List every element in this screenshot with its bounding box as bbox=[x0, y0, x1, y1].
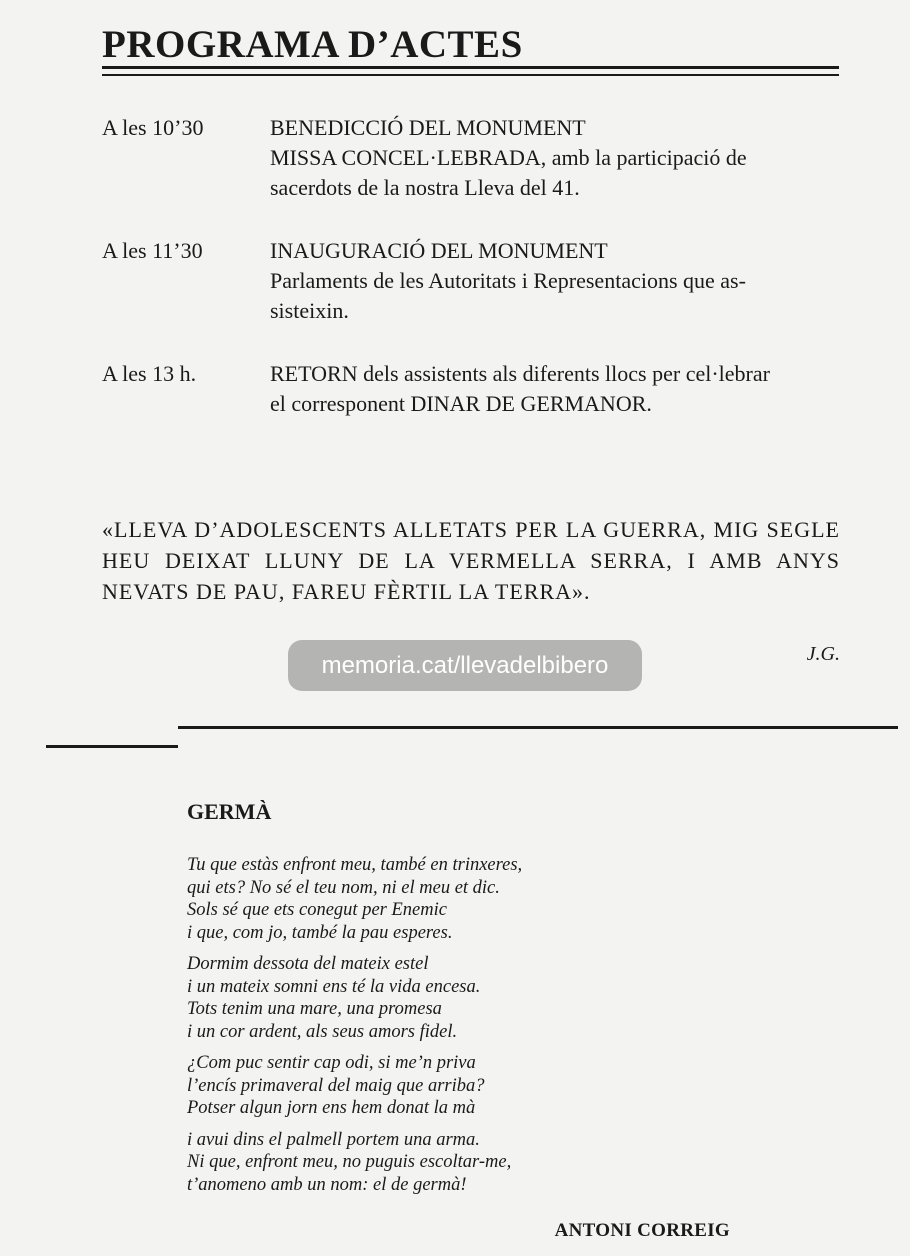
poem-stanza bbox=[187, 1052, 617, 1120]
poem-author: ANTONI CORREIG bbox=[554, 1220, 730, 1241]
program-event bbox=[102, 113, 840, 203]
poem-line: i que, com jo, també la pau esperes. bbox=[187, 922, 453, 943]
poem-line: Ni que, enfront meu, no puguis escoltar-me, bbox=[187, 1152, 512, 1172]
poem-line: l’encís primaveral del maig que arriba? bbox=[187, 1075, 485, 1096]
poem-stanza bbox=[187, 1129, 617, 1197]
poem-line: t’anomeno amb un nom: el de germà! bbox=[187, 1174, 467, 1195]
event-time: A les 10’30 bbox=[102, 115, 204, 140]
event-description bbox=[270, 236, 840, 326]
event-line: el corresponent DINAR DE GERMANOR. bbox=[270, 391, 652, 416]
poem-line: i avui dins el palmell portem una arma. bbox=[187, 1129, 480, 1150]
quote-text: «LLEVA D’ADOLESCENTS ALLETATS PER LA GUERRA, MIG SEGLE HEU DEIXAT LLUNY DE LA VERMELLA SERRA, I AMB ANYS NEVATS DE PAU, FAREU FÈRTIL LA TERRA». bbox=[102, 517, 840, 604]
event-line: sacerdots de la nostra Lleva del 41. bbox=[270, 175, 580, 200]
poem-body bbox=[187, 854, 617, 1205]
section-divider-short bbox=[46, 745, 178, 748]
poem-line: ¿Com puc sentir cap odi, si me’n priva bbox=[187, 1053, 476, 1073]
poem-stanza bbox=[187, 953, 617, 1043]
event-line: Parlaments de les Autoritats i Representacions que as- bbox=[270, 268, 746, 293]
poem-line: Dormim dessota del mateix estel bbox=[187, 954, 429, 974]
title-rule-thick bbox=[102, 66, 839, 69]
program-event bbox=[102, 236, 840, 326]
title-rule-thin bbox=[102, 74, 839, 76]
quote-initials: J.G. bbox=[806, 643, 840, 665]
event-line: sisteixin. bbox=[270, 298, 349, 323]
event-time: A les 13 h. bbox=[102, 361, 197, 386]
poem-line: Potser algun jorn ens hem donat la mà bbox=[187, 1098, 476, 1118]
program-event bbox=[102, 359, 840, 419]
event-time: A les 11’30 bbox=[102, 238, 203, 263]
poem-title: GERMÀ bbox=[187, 799, 272, 824]
watermark-badge: memoria.cat/llevadelbibero bbox=[288, 640, 642, 691]
event-line: BENEDICCIÓ DEL MONUMENT bbox=[270, 115, 586, 140]
poem-stanza bbox=[187, 854, 617, 944]
page-title: PROGRAMA D’ACTES bbox=[102, 23, 523, 66]
poem-line: Tots tenim una mare, una promesa bbox=[187, 999, 442, 1019]
poem-line: i un mateix somni ens té la vida encesa. bbox=[187, 976, 481, 997]
poem-line: qui ets? No sé el teu nom, ni el meu et dic. bbox=[187, 877, 500, 898]
section-divider-long bbox=[178, 726, 898, 729]
poem-line: Tu que estàs enfront meu, també en trinxeres, bbox=[187, 855, 523, 875]
event-line: INAUGURACIÓ DEL MONUMENT bbox=[270, 238, 608, 263]
event-line: MISSA CONCEL·LEBRADA, amb la participació de bbox=[270, 145, 747, 170]
event-description bbox=[270, 359, 840, 419]
poem-line: Sols sé que ets conegut per Enemic bbox=[187, 900, 447, 920]
event-line: RETORN dels assistents als diferents llocs per cel·lebrar bbox=[270, 361, 770, 386]
event-description bbox=[270, 113, 840, 203]
poem-line: i un cor ardent, als seus amors fidel. bbox=[187, 1021, 458, 1042]
program-list bbox=[102, 113, 840, 452]
